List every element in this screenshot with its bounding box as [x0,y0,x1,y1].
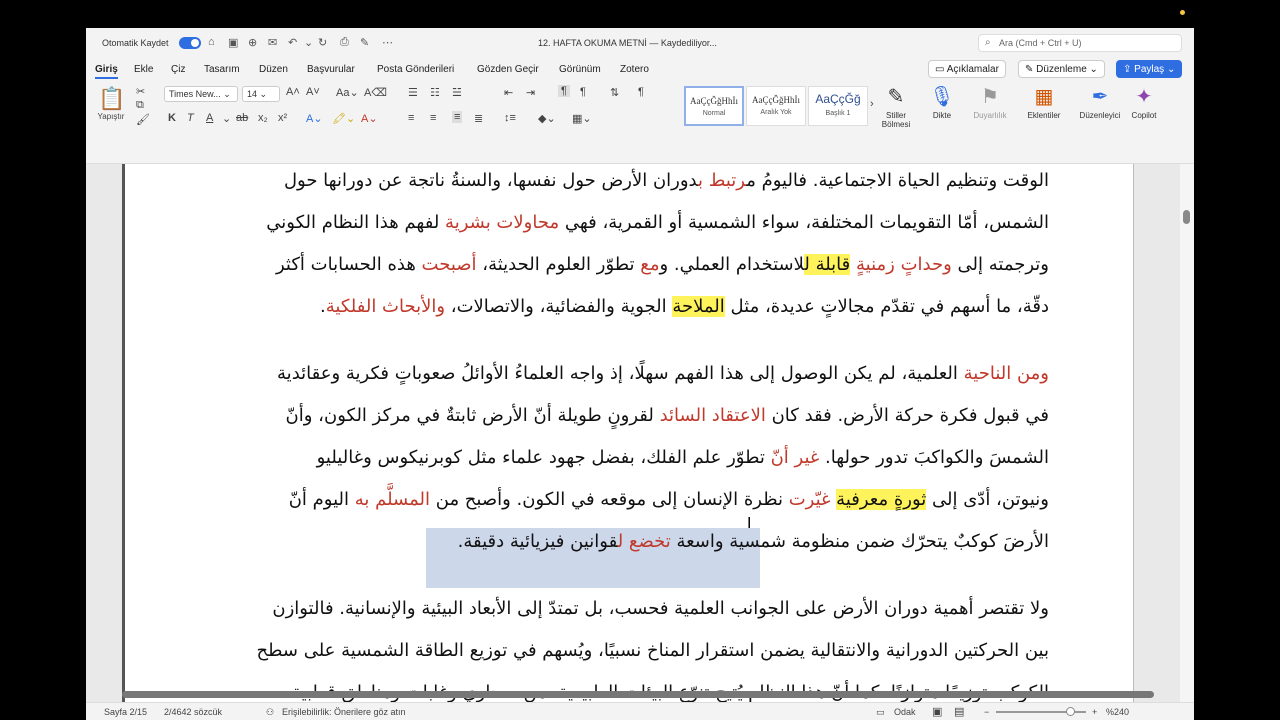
more-icon[interactable]: ⋯ [382,37,393,49]
red-text: وحداتٍ زمنيةٍ [856,254,952,275]
red-text: والأبحاث الفلكية [325,296,446,317]
red-text: غير أنّ [770,447,820,469]
red-text: محاولات بشرية [439,212,560,233]
red-text: رتبط ب [698,170,747,191]
sensitivity-label: Duyarlılık [973,111,1007,120]
highlighted-text: قابلة ل [804,254,851,275]
text-run: الأرضَ كوكبٌ يتحرّك ضمن منظومة شمسية واسعة [670,531,1049,553]
copilot-label: Copilot [1131,111,1157,120]
document-line[interactable] [277,359,1049,389]
text-run: لقرونٍ طويلة أنّ الأرض ثابتةٌ في مركز الكون، وأنّ [285,405,660,427]
style-no-spacing-name: Aralık Yok [760,109,792,116]
styles-pane-icon: ✎ [887,86,905,108]
text-effects-icon[interactable]: A⌄ [306,113,323,125]
home-icon[interactable]: ⌂ [208,36,215,48]
shrink-font-icon[interactable]: A˅ [306,86,320,98]
ltr-direction-icon[interactable]: ¶ [580,86,586,98]
styles-pane-label: Stiller Bölmesi [881,111,911,129]
font-color-icon[interactable]: A⌄ [361,113,378,125]
numbering-icon[interactable]: ☷ [430,87,440,99]
format-painter-icon[interactable]: ✎ [360,37,370,49]
undo-icon[interactable]: ↶ [288,37,298,49]
text-run: الجوية والفضائية، والاتصالات، [445,296,673,317]
zoom-out-icon[interactable]: − [984,707,990,717]
text-run: لفهم هذا النظام الكوني [266,212,440,233]
text-run: تطوّر العلوم الحديثة، [476,254,641,275]
search-icon: ⌕ [985,37,991,48]
red-text: تخضع ل [617,531,671,553]
format-painter-brush-icon[interactable]: 🖌 [136,114,150,126]
decrease-indent-icon[interactable]: ⇤ [504,87,514,99]
addins-icon: ▦ [1034,86,1054,108]
copilot-icon: ✦ [1135,86,1153,108]
text-run: بين الحركتين الدورانية والانتقالية يضمن استقرار المناخ نسبيًا، ويُسهم في توزيع الطاقة الشمسية على سطح [256,640,1049,662]
style-no-spacing-sample: AaÇçĞğHhİı [752,95,800,105]
style-normal-sample: AaÇçĞğHhİı [690,96,738,106]
style-heading-1-name: Başlık 1 [825,110,851,117]
comments-label: Açıklamalar [946,64,999,75]
borders-icon[interactable]: ▦⌄ [572,113,592,125]
highlighted-text: ثورةٍ معرفية [836,489,927,511]
red-text: الاعتقاد السائد [659,405,766,427]
undo-dropdown-icon[interactable]: ⌄ [304,37,314,49]
document-canvas [86,164,1194,702]
vertical-scrollbar[interactable] [1180,164,1194,702]
save-icon[interactable]: ▣ [228,37,239,49]
comments-button[interactable] [928,60,1006,78]
zoom-slider-thumb[interactable] [1066,707,1075,716]
ribbon-tabs [86,58,1194,82]
document-line[interactable] [320,292,1049,322]
document-line[interactable] [276,250,1049,280]
desktop-indicator-dot [1180,10,1185,15]
share-label: Paylaş [1134,64,1165,75]
text-run: العلمية، لم يكن الوصول إلى هذا الفهم سهلًا، إذ واجه العلماءُ الأوائلُ صعوباتٍ فكرية وعقائدية [277,363,964,385]
dictate-button[interactable] [924,84,960,120]
text-run: نظرة الإنسان إلى موقعه في الكون. وأصبح من [430,489,789,511]
web-layout-icon[interactable]: ▤ [954,706,965,718]
cut-icon[interactable]: ✂ [136,86,146,98]
status-bar [86,702,1194,720]
style-no-spacing[interactable] [746,86,806,126]
zoom-in-icon[interactable]: + [1092,707,1098,717]
rtl-direction-icon[interactable]: ¶ [558,85,570,97]
text-run: دقّة، ما أسهم في تقدّم مجالاتٍ عديدة، مثل [724,296,1049,317]
text-run: ولا تقتصر أهمية دوران الأرض على الجوانب العلمية فحسب، بل تمتدّ إلى الأبعاد البيئية والإنسانية. فالتوازن [272,598,1049,620]
subscript-icon[interactable]: x₂ [258,112,268,124]
style-normal-name: Normal [702,110,726,117]
tab-mailings[interactable]: Posta Gönderileri [377,64,455,75]
text-run: وترجمته إلى [951,254,1049,275]
font-name-value: Times New... [169,89,221,99]
text-run: الوقت وتنظيم الحياة الاجتماعية. فاليومُ م [746,170,1049,191]
align-center-icon[interactable]: ≡ [430,112,437,124]
autosave-toggle[interactable] [179,37,201,49]
tab-draw[interactable]: Çiz [171,64,186,75]
vertical-scroll-thumb[interactable] [1183,210,1190,224]
tab-references[interactable]: Başvurular [307,64,355,75]
tab-design[interactable]: Tasarım [204,64,240,75]
pencil-icon: ✎ [1025,64,1037,75]
microphone-icon: 🎙 [929,86,955,108]
tab-insert[interactable]: Ekle [134,64,154,75]
sensitivity-button[interactable] [968,84,1012,120]
underline-icon[interactable]: A [206,112,214,124]
sort-icon[interactable]: ⇅ [610,87,620,99]
document-line[interactable] [286,401,1049,431]
document-page[interactable] [122,164,1134,702]
superscript-icon[interactable]: x² [278,112,288,124]
text-run: في قبول فكرة حركة الأرض. فقد كان [765,405,1049,427]
addins-label: Eklentiler [1027,111,1061,120]
text-cursor-icon: I [747,515,752,532]
ribbon-home [86,82,1194,164]
copilot-button[interactable] [1124,84,1164,120]
word-count[interactable]: 2/4642 sözcük [164,707,223,717]
zoom-level[interactable]: %240 [1106,707,1130,717]
title-bar [86,28,1194,58]
paste-label[interactable]: Yapıştır [97,112,125,121]
autosave-label: Otomatik Kaydet [102,38,169,48]
clear-format-icon[interactable]: A⌫ [364,87,387,99]
text-run: لاستخدام العملي. و [659,254,805,275]
styles-pane-button[interactable] [878,84,914,129]
increase-indent-icon[interactable]: ⇥ [526,87,536,99]
tab-layout[interactable]: Düzen [259,64,288,75]
red-text: غيّرت [788,489,831,511]
document-line[interactable] [289,485,1049,515]
print-icon[interactable]: ⎙ [340,36,349,48]
document-line[interactable] [257,636,1050,666]
save-as-icon[interactable]: ⊕ [248,37,258,49]
editor-label: Düzenleyici [1079,111,1121,120]
copy-icon[interactable]: ⧉ [136,99,144,111]
italic-icon[interactable]: T [187,112,194,124]
style-normal[interactable] [684,86,744,126]
style-heading-1-sample: AaÇçĞğ [815,92,861,106]
line-spacing-icon[interactable]: ↕≡ [504,112,516,124]
tab-review[interactable]: Gözden Geçir [477,64,539,75]
font-name-select[interactable]: Times New... ⌄ [164,86,238,102]
red-text: المسلَّم به [354,489,431,511]
page-count[interactable]: Sayfa 2/15 [104,707,148,717]
red-text: أصبحت [421,254,477,275]
align-left-icon[interactable]: ≡ [408,112,415,124]
font-size-value: 14 [247,89,258,99]
tab-view[interactable]: Görünüm [559,64,601,75]
editor-pen-icon: ✒ [1091,86,1109,108]
multilevel-list-icon[interactable]: ☱ [452,87,462,99]
clipboard-icon[interactable]: 📋 [98,86,126,111]
text-run: . [320,296,326,317]
text-run: هذه الحسابات أكثر [275,254,422,275]
dictate-label: Dikte [932,111,952,120]
grow-font-icon[interactable]: A˄ [286,86,300,98]
editing-button[interactable]: ✎ Düzenleme ⌄ [1018,60,1105,78]
comment-icon: ▭ [935,64,947,75]
font-size-select[interactable]: 14 ⌄ [242,86,280,102]
focus-label[interactable]: Odak [894,707,916,717]
share-button[interactable]: ⇪ Paylaş ⌄ [1116,60,1182,78]
shading-icon[interactable]: ◆⌄ [538,113,556,125]
text-run: ونيوتن، أدّى إلى [926,489,1049,511]
text-run: الشمس، أمّا التقويمات المختلفة، سواء الشمسية أو القمرية، فهي [559,212,1049,233]
text-run: تطوّر علم الفلك، بفضل جهود علماء مثل كوبرنيكوس وغاليليو [316,447,771,469]
editing-label: Düzenleme [1036,64,1087,75]
bullets-icon[interactable]: ☰ [408,87,418,99]
document-title[interactable]: 12. HAFTA OKUMA METNİ — Kaydediliyor... [538,38,717,48]
document-line[interactable] [272,594,1049,624]
highlighted-text: الملاحة [672,296,725,317]
red-text: ومن الناحية [963,363,1049,385]
mail-icon[interactable]: ✉ [268,37,278,49]
strikethrough-icon[interactable]: ab [236,112,249,124]
document-line[interactable] [266,208,1049,238]
style-heading-1[interactable] [808,86,868,126]
justify-icon[interactable]: ≣ [474,113,484,125]
tab-home[interactable]: Giriş [95,64,118,79]
editor-button[interactable] [1076,84,1124,120]
change-case-icon[interactable]: Aa⌄ [336,87,359,99]
redo-icon[interactable]: ↻ [318,37,328,49]
print-layout-icon[interactable]: ▣ [932,706,943,718]
addins-button[interactable] [1022,84,1066,120]
sensitivity-icon: ⚑ [981,86,999,108]
search-placeholder: Ara (Cmd + Ctrl + U) [999,38,1082,48]
text-run: الشمسَ والكواكبَ تدور حولها. [819,447,1049,469]
show-formatting-icon[interactable]: ¶ [638,86,644,98]
horizontal-scrollbar[interactable] [122,691,1154,698]
text-run: اليوم أنّ [288,489,355,511]
tab-zotero[interactable]: Zotero [620,64,649,75]
bold-icon[interactable]: K [168,112,176,124]
word-window [86,28,1194,720]
styles-more-chevron-icon[interactable]: › [870,98,874,110]
text-run: قوانين فيزيائية دقيقة. [457,531,618,553]
accessibility-icon: ⚇ [266,707,275,717]
text-run: دوران الأرض حول نفسها، والسنةُ ناتجة عن دورانها حول [283,170,698,191]
highlight-icon[interactable]: 🖍⌄ [332,113,356,125]
align-right-icon[interactable]: ≡ [454,111,461,123]
document-line[interactable] [317,443,1049,473]
red-text: مع [640,254,660,275]
focus-icon[interactable]: ▭ [876,707,885,717]
underline-dropdown-icon[interactable]: ⌄ [222,113,232,125]
document-line[interactable] [284,166,1049,196]
share-icon: ⇪ [1123,64,1135,75]
document-line[interactable] [458,527,1049,557]
search-box[interactable] [978,34,1182,52]
accessibility-status[interactable]: Erişilebilirlik: Önerilere göz atın [282,707,406,717]
